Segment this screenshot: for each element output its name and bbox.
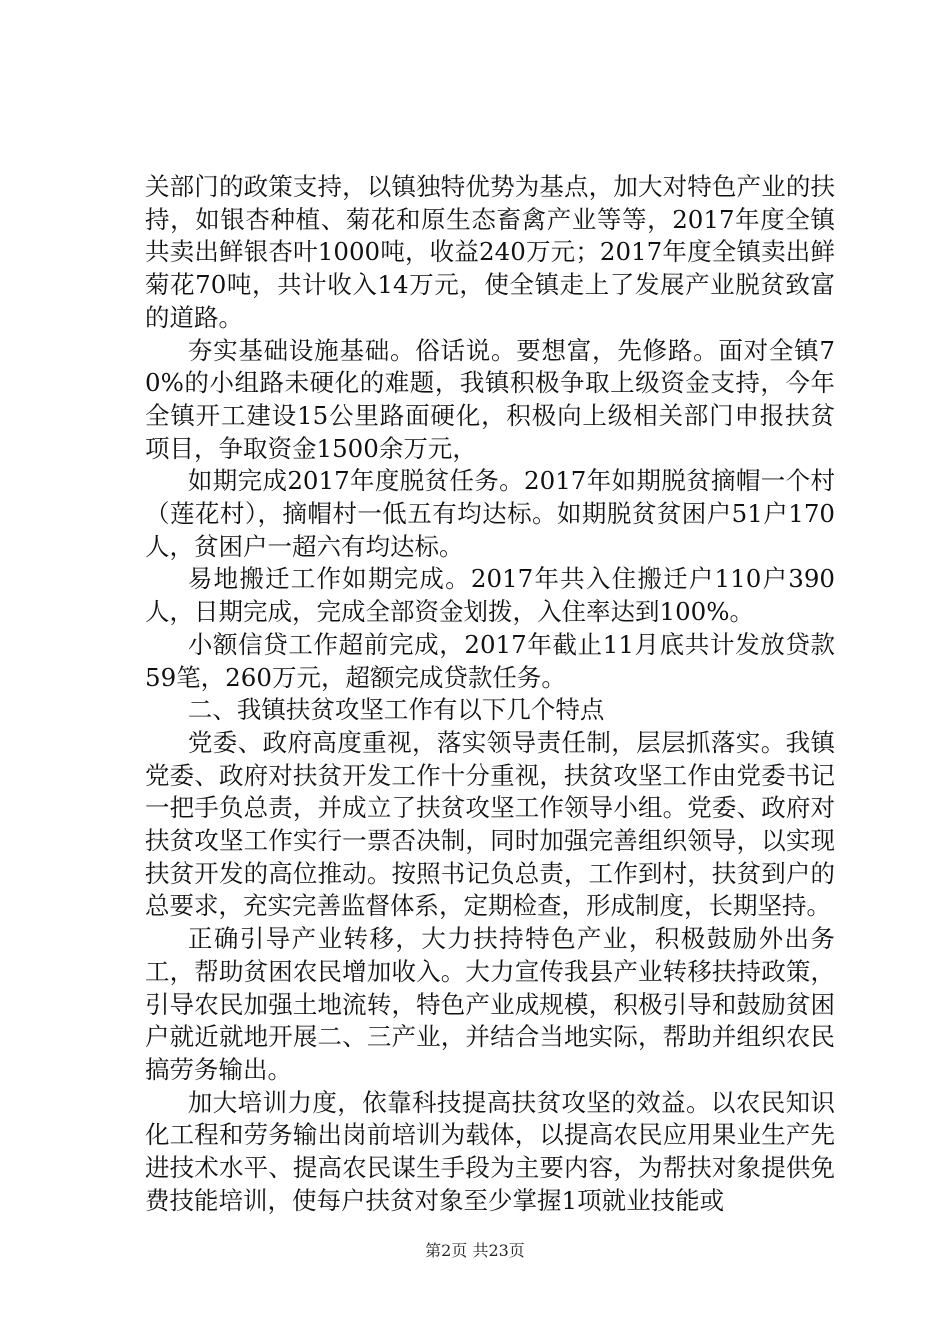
paragraph-2: 夯实基础设施基础。俗话说。要想富，先修路。面对全镇70%的小组路未硬化的难题，我镇积极争取上级资金支持，今年全镇开工建设15公里路面硬化，积极向上级相关部门申报扶贫项目，争取资金1500余万元， xyxy=(145,335,835,463)
paragraph-1: 关部门的政策支持，以镇独特优势为基点，加大对特色产业的扶持，如银杏种植、菊花和原生态畜禽产业等等，2017年度全镇共卖出鲜银杏叶1000吨，收益240万元；2017年度全镇卖出鲜菊花70吨，共计收入14万元，使全镇走上了发展产业脱贫致富的道路。 xyxy=(145,172,835,332)
document-body xyxy=(145,171,835,1218)
paragraph-8: 正确引导产业转移，大力扶持特色产业，积极鼓励外出务工，帮助贫困农民增加收入。大力宣传我县产业转移扶持政策，引导农民加强土地流转，特色产业成规模，积极引导和鼓励贫困户就近就地开展二、三产业，并结合当地实际，帮助并组织农民搞劳务输出。 xyxy=(145,924,835,1084)
page-number-footer: 第2页 共23页 xyxy=(425,1241,525,1260)
section-heading: 二、我镇扶贫攻坚工作有以下几个特点 xyxy=(187,695,605,725)
paragraph-9: 加大培训力度，依靠科技提高扶贫攻坚的效益。以农民知识化工程和劳务输出岗前培训为载体，以提高农民应用果业生产先进技术水平、提高农民谋生手段为主要内容，为帮扶对象提供免费技能培训，使每户扶贫对象至少掌握1项就业技能或 xyxy=(145,1087,835,1215)
paragraph-5: 小额信贷工作超前完成，2017年截止11月底共计发放贷款59笔，260万元，超额完成贷款任务。 xyxy=(145,629,835,692)
paragraph-4: 易地搬迁工作如期完成。2017年共入住搬迁户110户390人，日期完成，完成全部资金划拨，入住率达到100%。 xyxy=(145,564,835,627)
paragraph-3: 如期完成2017年度脱贫任务。2017年如期脱贫摘帽一个村（莲花村），摘帽村一低五有均达标。如期脱贫贫困户51户170人，贫困户一超六有均达标。 xyxy=(145,466,835,561)
paragraph-7: 党委、政府高度重视，落实领导责任制，层层抓落实。我镇党委、政府对扶贫开发工作十分重视，扶贫攻坚工作由党委书记一把手负总责，并成立了扶贫攻坚工作领导小组。党委、政府对扶贫攻坚工作实行一票否决制，同时加强完善组织领导，以实现扶贫开发的高位推动。按照书记负总责，工作到村，扶贫到户的总要求，充实完善监督体系，定期检查，形成制度，长期坚持。 xyxy=(145,727,835,921)
